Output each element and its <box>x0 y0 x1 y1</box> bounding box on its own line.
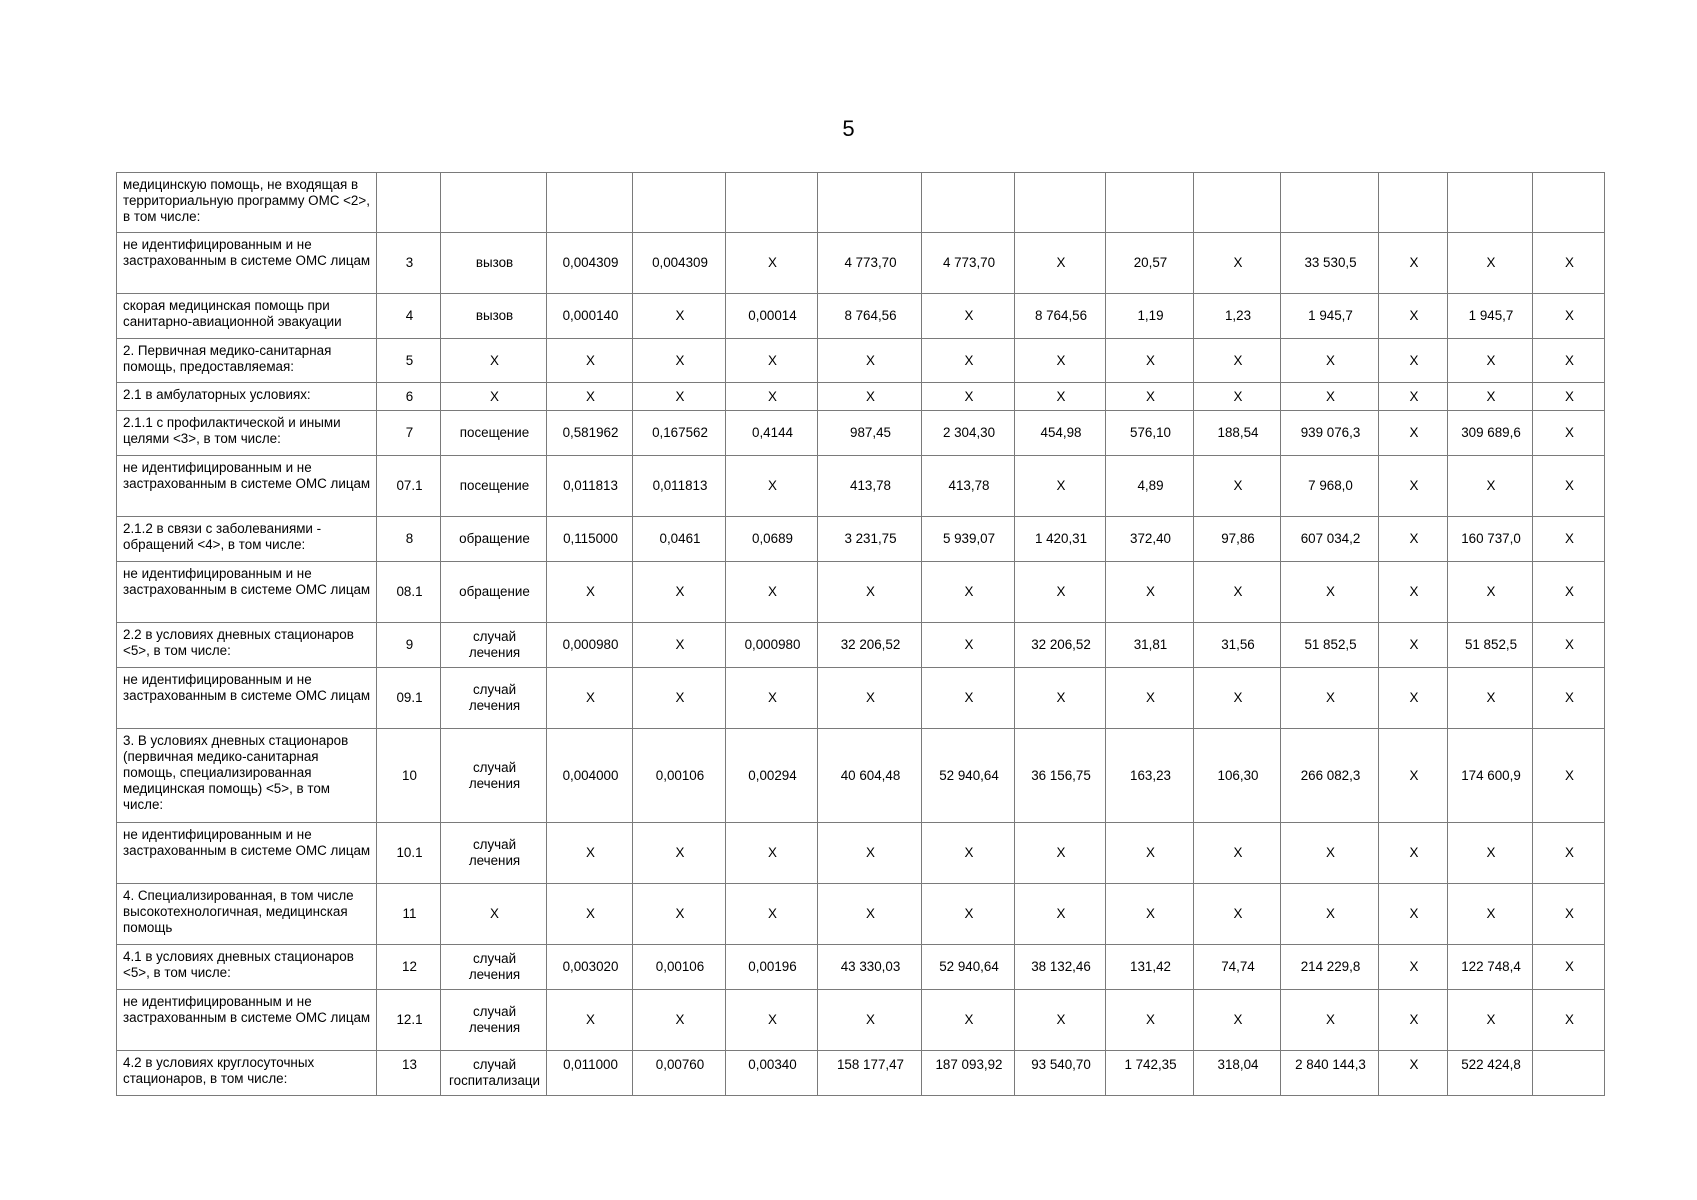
value-cell: Х <box>726 884 818 945</box>
value-cell: 32 206,52 <box>818 623 922 668</box>
value-cell: 0,581962 <box>547 411 633 456</box>
value-cell: 188,54 <box>1194 411 1281 456</box>
value-cell: 0,011813 <box>547 456 633 517</box>
data-table <box>116 172 1605 1096</box>
value-cell: Х <box>547 990 633 1051</box>
value-cell: Х <box>1106 990 1194 1051</box>
unit-cell: посещение <box>441 456 547 517</box>
value-cell: Х <box>726 562 818 623</box>
value-cell: 33 530,5 <box>1281 233 1379 294</box>
row-name-cell: 2.1.2 в связи с заболеваниями - обращений <4>, в том числе: <box>117 517 377 562</box>
value-cell <box>1194 173 1281 233</box>
table-row <box>117 233 1605 294</box>
value-cell: Х <box>1194 383 1281 411</box>
table-row <box>117 729 1605 823</box>
value-cell: Х <box>547 668 633 729</box>
value-cell: Х <box>1015 562 1106 623</box>
value-cell: 1 945,7 <box>1448 294 1533 339</box>
value-cell: Х <box>1533 668 1605 729</box>
value-cell: Х <box>922 990 1015 1051</box>
value-cell: Х <box>633 294 726 339</box>
table-row <box>117 411 1605 456</box>
value-cell: Х <box>1379 411 1448 456</box>
value-cell: 0,00106 <box>633 945 726 990</box>
value-cell: Х <box>1533 562 1605 623</box>
value-cell: 0,011000 <box>547 1051 633 1096</box>
value-cell: 939 076,3 <box>1281 411 1379 456</box>
row-number-cell: 12.1 <box>377 990 441 1051</box>
value-cell: 0,004000 <box>547 729 633 823</box>
value-cell: Х <box>922 823 1015 884</box>
value-cell: 36 156,75 <box>1015 729 1106 823</box>
value-cell: Х <box>726 339 818 383</box>
value-cell: Х <box>1015 823 1106 884</box>
value-cell <box>818 173 922 233</box>
value-cell: Х <box>1533 823 1605 884</box>
value-cell: Х <box>818 668 922 729</box>
value-cell: Х <box>1448 233 1533 294</box>
value-cell: Х <box>633 823 726 884</box>
unit-cell: случай лечения <box>441 729 547 823</box>
value-cell: Х <box>1533 383 1605 411</box>
value-cell: 0,0689 <box>726 517 818 562</box>
value-cell: 0,00106 <box>633 729 726 823</box>
value-cell <box>726 173 818 233</box>
value-cell: 4 773,70 <box>922 233 1015 294</box>
value-cell: 163,23 <box>1106 729 1194 823</box>
value-cell: Х <box>1015 456 1106 517</box>
value-cell: 32 206,52 <box>1015 623 1106 668</box>
value-cell <box>922 173 1015 233</box>
value-cell: 52 940,64 <box>922 729 1015 823</box>
page-number: 5 <box>842 116 855 141</box>
row-number-cell: 10.1 <box>377 823 441 884</box>
value-cell: 0,00014 <box>726 294 818 339</box>
row-name-cell: 2.1 в амбулаторных условиях: <box>117 383 377 411</box>
table-row <box>117 623 1605 668</box>
value-cell: Х <box>547 823 633 884</box>
value-cell: Х <box>1533 294 1605 339</box>
value-cell: Х <box>547 562 633 623</box>
unit-cell <box>441 173 547 233</box>
value-cell: 0,167562 <box>633 411 726 456</box>
value-cell: 0,00196 <box>726 945 818 990</box>
row-number-cell: 08.1 <box>377 562 441 623</box>
value-cell: Х <box>1448 456 1533 517</box>
unit-cell: обращение <box>441 517 547 562</box>
row-number-cell: 3 <box>377 233 441 294</box>
row-number-cell: 7 <box>377 411 441 456</box>
value-cell: 214 229,8 <box>1281 945 1379 990</box>
value-cell: Х <box>1533 411 1605 456</box>
value-cell: Х <box>1533 339 1605 383</box>
row-number-cell: 5 <box>377 339 441 383</box>
value-cell: Х <box>1194 562 1281 623</box>
row-name-cell: не идентифицированным и не застрахованным в системе ОМС лицам <box>117 233 377 294</box>
value-cell: Х <box>726 823 818 884</box>
value-cell: Х <box>1194 456 1281 517</box>
row-name-cell: 4. Специализированная, в том числе высокотехнологичная, медицинская помощь <box>117 884 377 945</box>
value-cell: 0,004309 <box>633 233 726 294</box>
value-cell: Х <box>726 456 818 517</box>
row-number-cell: 4 <box>377 294 441 339</box>
table-row <box>117 517 1605 562</box>
row-number-cell: 13 <box>377 1051 441 1096</box>
value-cell: Х <box>922 562 1015 623</box>
table-row <box>117 383 1605 411</box>
value-cell: 5 939,07 <box>922 517 1015 562</box>
table-body <box>117 173 1605 1096</box>
value-cell: 31,81 <box>1106 623 1194 668</box>
row-number-cell: 6 <box>377 383 441 411</box>
value-cell: 0,003020 <box>547 945 633 990</box>
value-cell: Х <box>1015 668 1106 729</box>
value-cell: Х <box>1533 945 1605 990</box>
value-cell: 158 177,47 <box>818 1051 922 1096</box>
unit-cell: Х <box>441 339 547 383</box>
value-cell: Х <box>1281 990 1379 1051</box>
value-cell: Х <box>818 383 922 411</box>
unit-cell: случай лечения <box>441 623 547 668</box>
value-cell: Х <box>1281 383 1379 411</box>
value-cell: Х <box>1448 884 1533 945</box>
value-cell: Х <box>1533 990 1605 1051</box>
value-cell: Х <box>726 383 818 411</box>
value-cell: Х <box>547 884 633 945</box>
value-cell: 20,57 <box>1106 233 1194 294</box>
value-cell: Х <box>633 562 726 623</box>
value-cell: 31,56 <box>1194 623 1281 668</box>
value-cell: 0,011813 <box>633 456 726 517</box>
value-cell: Х <box>633 668 726 729</box>
value-cell <box>1533 173 1605 233</box>
value-cell: Х <box>1194 884 1281 945</box>
value-cell: 0,115000 <box>547 517 633 562</box>
table-row <box>117 173 1605 233</box>
value-cell: Х <box>1448 562 1533 623</box>
value-cell: 1,19 <box>1106 294 1194 339</box>
value-cell: 309 689,6 <box>1448 411 1533 456</box>
value-cell: Х <box>1379 990 1448 1051</box>
value-cell: 1 742,35 <box>1106 1051 1194 1096</box>
value-cell: Х <box>1448 339 1533 383</box>
value-cell: Х <box>1106 562 1194 623</box>
value-cell: Х <box>726 990 818 1051</box>
value-cell: 0,00760 <box>633 1051 726 1096</box>
value-cell: Х <box>922 339 1015 383</box>
value-cell: 93 540,70 <box>1015 1051 1106 1096</box>
row-number-cell: 07.1 <box>377 456 441 517</box>
value-cell: Х <box>818 339 922 383</box>
value-cell: Х <box>1379 1051 1448 1096</box>
value-cell: 4 773,70 <box>818 233 922 294</box>
table-row <box>117 339 1605 383</box>
unit-cell: обращение <box>441 562 547 623</box>
value-cell: 576,10 <box>1106 411 1194 456</box>
table-row <box>117 823 1605 884</box>
value-cell: Х <box>1448 990 1533 1051</box>
value-cell: Х <box>1379 294 1448 339</box>
value-cell: Х <box>1194 668 1281 729</box>
value-cell: 454,98 <box>1015 411 1106 456</box>
value-cell: Х <box>1533 517 1605 562</box>
value-cell: Х <box>633 339 726 383</box>
unit-cell: случай госпитализаци <box>441 1051 547 1096</box>
row-name-cell: 4.1 в условиях дневных стационаров <5>, в том числе: <box>117 945 377 990</box>
value-cell: Х <box>1379 668 1448 729</box>
value-cell: 413,78 <box>818 456 922 517</box>
value-cell: Х <box>922 668 1015 729</box>
row-number-cell: 10 <box>377 729 441 823</box>
value-cell: 122 748,4 <box>1448 945 1533 990</box>
row-number-cell: 09.1 <box>377 668 441 729</box>
unit-cell: Х <box>441 383 547 411</box>
value-cell: Х <box>726 233 818 294</box>
table-row <box>117 456 1605 517</box>
value-cell: Х <box>1106 823 1194 884</box>
value-cell: Х <box>633 884 726 945</box>
value-cell: Х <box>1281 823 1379 884</box>
value-cell <box>1015 173 1106 233</box>
value-cell <box>633 173 726 233</box>
value-cell: 8 764,56 <box>1015 294 1106 339</box>
value-cell: 131,42 <box>1106 945 1194 990</box>
table-row <box>117 668 1605 729</box>
value-cell: Х <box>633 383 726 411</box>
value-cell: 0,000980 <box>726 623 818 668</box>
value-cell: Х <box>922 623 1015 668</box>
row-name-cell: не идентифицированным и не застрахованным в системе ОМС лицам <box>117 456 377 517</box>
value-cell: 987,45 <box>818 411 922 456</box>
value-cell: Х <box>1379 884 1448 945</box>
table-row <box>117 945 1605 990</box>
table-row <box>117 884 1605 945</box>
value-cell: Х <box>1194 233 1281 294</box>
value-cell: Х <box>1281 668 1379 729</box>
value-cell: 52 940,64 <box>922 945 1015 990</box>
value-cell: 51 852,5 <box>1281 623 1379 668</box>
table-row <box>117 294 1605 339</box>
value-cell: Х <box>1379 456 1448 517</box>
value-cell: Х <box>1379 517 1448 562</box>
value-cell: Х <box>1194 823 1281 884</box>
value-cell: Х <box>1379 729 1448 823</box>
value-cell: Х <box>1281 884 1379 945</box>
value-cell: 1 945,7 <box>1281 294 1379 339</box>
table-row <box>117 1051 1605 1096</box>
value-cell: 0,004309 <box>547 233 633 294</box>
value-cell: 266 082,3 <box>1281 729 1379 823</box>
value-cell: Х <box>1379 339 1448 383</box>
value-cell: Х <box>1379 823 1448 884</box>
table-row <box>117 990 1605 1051</box>
value-cell: 187 093,92 <box>922 1051 1015 1096</box>
value-cell: Х <box>547 339 633 383</box>
value-cell: Х <box>1106 339 1194 383</box>
value-cell: Х <box>1448 823 1533 884</box>
value-cell: Х <box>633 990 726 1051</box>
value-cell: 522 424,8 <box>1448 1051 1533 1096</box>
unit-cell: случай лечения <box>441 668 547 729</box>
unit-cell: вызов <box>441 294 547 339</box>
value-cell: Х <box>1106 383 1194 411</box>
value-cell: 74,74 <box>1194 945 1281 990</box>
value-cell: 40 604,48 <box>818 729 922 823</box>
value-cell <box>1448 173 1533 233</box>
value-cell: Х <box>818 823 922 884</box>
value-cell: Х <box>818 562 922 623</box>
row-name-cell: 2.1.1 с профилактической и иными целями <3>, в том числе: <box>117 411 377 456</box>
row-number-cell <box>377 173 441 233</box>
unit-cell: Х <box>441 884 547 945</box>
value-cell: Х <box>1533 623 1605 668</box>
row-number-cell: 8 <box>377 517 441 562</box>
unit-cell: случай лечения <box>441 945 547 990</box>
value-cell <box>1106 173 1194 233</box>
unit-cell: посещение <box>441 411 547 456</box>
value-cell: 372,40 <box>1106 517 1194 562</box>
value-cell: Х <box>1015 383 1106 411</box>
value-cell: 51 852,5 <box>1448 623 1533 668</box>
value-cell: Х <box>1015 233 1106 294</box>
value-cell: 0,000140 <box>547 294 633 339</box>
row-number-cell: 12 <box>377 945 441 990</box>
value-cell: Х <box>1106 668 1194 729</box>
value-cell: Х <box>922 884 1015 945</box>
value-cell: Х <box>1448 668 1533 729</box>
value-cell: Х <box>1281 339 1379 383</box>
unit-cell: вызов <box>441 233 547 294</box>
value-cell: Х <box>1015 990 1106 1051</box>
value-cell: Х <box>1015 884 1106 945</box>
value-cell: 1,23 <box>1194 294 1281 339</box>
value-cell: Х <box>818 990 922 1051</box>
value-cell: Х <box>1379 945 1448 990</box>
value-cell: Х <box>922 294 1015 339</box>
row-name-cell: не идентифицированным и не застрахованным в системе ОМС лицам <box>117 990 377 1051</box>
row-name-cell: скорая медицинская помощь при санитарно-авиационной эвакуации <box>117 294 377 339</box>
value-cell: 0,4144 <box>726 411 818 456</box>
row-name-cell: не идентифицированным и не застрахованным в системе ОМС лицам <box>117 823 377 884</box>
value-cell: 106,30 <box>1194 729 1281 823</box>
value-cell: 7 968,0 <box>1281 456 1379 517</box>
value-cell <box>1533 1051 1605 1096</box>
value-cell: 2 304,30 <box>922 411 1015 456</box>
value-cell: Х <box>1533 456 1605 517</box>
value-cell: Х <box>1448 383 1533 411</box>
value-cell: 97,86 <box>1194 517 1281 562</box>
row-name-cell: не идентифицированным и не застрахованным в системе ОМС лицам <box>117 562 377 623</box>
value-cell: Х <box>1194 339 1281 383</box>
value-cell <box>1281 173 1379 233</box>
row-name-cell: не идентифицированным и не застрахованным в системе ОМС лицам <box>117 668 377 729</box>
value-cell: Х <box>547 383 633 411</box>
value-cell: 413,78 <box>922 456 1015 517</box>
value-cell: Х <box>818 884 922 945</box>
value-cell: 0,000980 <box>547 623 633 668</box>
value-cell: 0,00340 <box>726 1051 818 1096</box>
value-cell <box>1379 173 1448 233</box>
value-cell: Х <box>1533 884 1605 945</box>
value-cell: Х <box>1281 562 1379 623</box>
value-cell: 8 764,56 <box>818 294 922 339</box>
value-cell: 0,0461 <box>633 517 726 562</box>
value-cell: Х <box>1106 884 1194 945</box>
row-number-cell: 11 <box>377 884 441 945</box>
table-row <box>117 562 1605 623</box>
value-cell: Х <box>1379 623 1448 668</box>
value-cell: 1 420,31 <box>1015 517 1106 562</box>
value-cell: Х <box>1194 990 1281 1051</box>
value-cell: 0,00294 <box>726 729 818 823</box>
row-name-cell: 2.2 в условиях дневных стационаров <5>, в том числе: <box>117 623 377 668</box>
value-cell <box>547 173 633 233</box>
unit-cell: случай лечения <box>441 823 547 884</box>
value-cell: 43 330,03 <box>818 945 922 990</box>
value-cell: 4,89 <box>1106 456 1194 517</box>
value-cell: 607 034,2 <box>1281 517 1379 562</box>
value-cell: Х <box>1379 562 1448 623</box>
row-name-cell: медицинскую помощь, не входящая в территориальную программу ОМС <2>, в том числе: <box>117 173 377 233</box>
value-cell: 160 737,0 <box>1448 517 1533 562</box>
value-cell: 2 840 144,3 <box>1281 1051 1379 1096</box>
unit-cell: случай лечения <box>441 990 547 1051</box>
value-cell: Х <box>1533 729 1605 823</box>
value-cell: Х <box>1379 233 1448 294</box>
row-name-cell: 4.2 в условиях круглосуточных стационаров, в том числе: <box>117 1051 377 1096</box>
row-name-cell: 2. Первичная медико-санитарная помощь, предоставляемая: <box>117 339 377 383</box>
value-cell: Х <box>922 383 1015 411</box>
value-cell: Х <box>1015 339 1106 383</box>
value-cell: 318,04 <box>1194 1051 1281 1096</box>
value-cell: 174 600,9 <box>1448 729 1533 823</box>
row-number-cell: 9 <box>377 623 441 668</box>
row-name-cell: 3. В условиях дневных стационаров (первичная медико-санитарная помощь, специализированная медицинская помощь) <5>, в том числе: <box>117 729 377 823</box>
value-cell: Х <box>726 668 818 729</box>
value-cell: Х <box>1533 233 1605 294</box>
value-cell: 3 231,75 <box>818 517 922 562</box>
value-cell: Х <box>1379 383 1448 411</box>
value-cell: Х <box>633 623 726 668</box>
value-cell: 38 132,46 <box>1015 945 1106 990</box>
